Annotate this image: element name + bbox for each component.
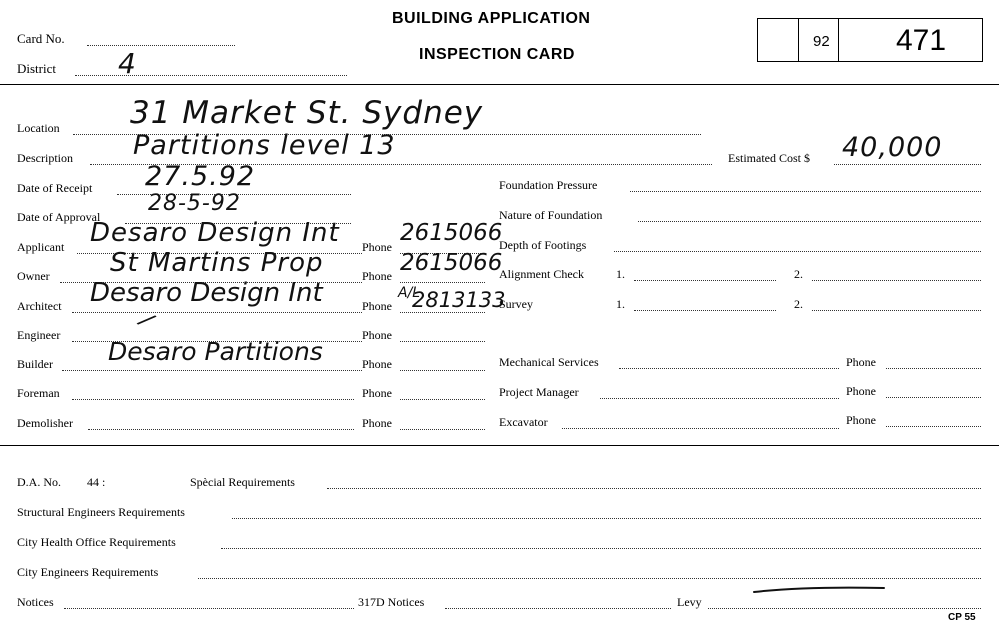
notices-label: Notices — [17, 595, 54, 609]
alignment-check-2-field[interactable] — [812, 280, 981, 281]
city-health-field[interactable] — [221, 548, 981, 549]
date-of-approval-value: 28-5-92 — [148, 191, 241, 216]
demolisher-field[interactable] — [88, 429, 354, 430]
header-divider — [0, 84, 999, 85]
architect-phone-value: 2813133 — [412, 288, 506, 312]
foreman-field[interactable] — [72, 399, 354, 400]
special-requirements-label: Spècial Requirements — [190, 475, 295, 489]
architect-label: Architect — [17, 299, 62, 313]
builder-phone-field[interactable] — [400, 370, 485, 371]
structural-engineers-field[interactable] — [232, 518, 981, 519]
section-divider — [0, 445, 999, 446]
district-value: 4 — [118, 47, 137, 80]
builder-phone-label: Phone — [362, 357, 392, 371]
owner-phone-field[interactable] — [400, 282, 485, 283]
builder-value: Desaro Partitions — [108, 337, 323, 366]
mechanical-services-phone-label: Phone — [846, 355, 876, 369]
owner-phone-label: Phone — [362, 269, 392, 283]
notices-317d-label: 317D Notices — [358, 595, 425, 609]
levy-pen-stroke — [750, 583, 890, 597]
card-number: 471 — [896, 24, 947, 57]
description-label: Description — [17, 151, 73, 165]
demolisher-label: Demolisher — [17, 416, 73, 430]
applicant-phone-label: Phone — [362, 240, 392, 254]
project-manager-phone-label: Phone — [846, 384, 876, 398]
depth-of-footings-label: Depth of Footings — [499, 238, 587, 252]
project-manager-label: Project Manager — [499, 385, 579, 399]
city-engineers-field[interactable] — [198, 578, 981, 579]
da-no-label: D.A. No. — [17, 475, 61, 489]
architect-phone-field[interactable] — [400, 312, 485, 313]
city-health-label: City Health Office Requirements — [17, 535, 176, 549]
excavator-label: Excavator — [499, 415, 548, 429]
notices-317d-field[interactable] — [445, 608, 671, 609]
location-value: 31 Market St. Sydney — [130, 95, 484, 131]
builder-field[interactable] — [62, 370, 362, 371]
engineer-value: / — [135, 308, 158, 333]
applicant-phone-value: 2615066 — [400, 220, 503, 246]
nature-of-foundation-field[interactable] — [638, 221, 981, 222]
engineer-phone-field[interactable] — [400, 341, 485, 342]
architect-phone-annotation: A/L — [398, 285, 421, 301]
description-value: Partitions level 13 — [133, 130, 396, 161]
builder-label: Builder — [17, 357, 53, 371]
survey-1-field[interactable] — [634, 310, 776, 311]
structural-engineers-label: Structural Engineers Requirements — [17, 505, 185, 519]
excavator-field[interactable] — [562, 428, 839, 429]
estimated-cost-field[interactable] — [834, 164, 981, 165]
notices-field[interactable] — [64, 608, 354, 609]
alignment-check-2-label: 2. — [794, 267, 803, 281]
card-year: 92 — [813, 33, 830, 50]
excavator-phone-field[interactable] — [886, 426, 981, 427]
card-number-box — [757, 18, 983, 62]
title-line-2: INSPECTION CARD — [419, 46, 575, 63]
demolisher-phone-label: Phone — [362, 416, 392, 430]
owner-label: Owner — [17, 269, 50, 283]
city-engineers-label: City Engineers Requirements — [17, 565, 159, 579]
date-of-approval-label: Date of Approval — [17, 210, 101, 224]
owner-value: St Martins Prop — [110, 248, 324, 278]
engineer-phone-label: Phone — [362, 328, 392, 342]
district-label: District — [17, 61, 56, 76]
survey-1-label: 1. — [616, 297, 625, 311]
project-manager-phone-field[interactable] — [886, 397, 981, 398]
mechanical-services-field[interactable] — [619, 368, 839, 369]
special-requirements-field[interactable] — [327, 488, 981, 489]
architect-value: Desaro Design Int — [90, 278, 323, 308]
number-box-blank-cell — [758, 19, 799, 61]
survey-label: Survey — [499, 297, 533, 311]
engineer-label: Engineer — [17, 328, 61, 342]
applicant-label: Applicant — [17, 240, 65, 254]
owner-phone-value: 2615066 — [400, 250, 503, 276]
applicant-value: Desaro Design Int — [90, 218, 340, 248]
alignment-check-1-label: 1. — [616, 267, 625, 281]
mechanical-services-phone-field[interactable] — [886, 368, 981, 369]
alignment-check-label: Alignment Check — [499, 267, 584, 281]
location-label: Location — [17, 121, 60, 135]
foreman-label: Foreman — [17, 386, 60, 400]
foundation-pressure-label: Foundation Pressure — [499, 178, 598, 192]
date-of-receipt-label: Date of Receipt — [17, 181, 93, 195]
demolisher-phone-field[interactable] — [400, 429, 485, 430]
date-of-receipt-value: 27.5.92 — [145, 161, 256, 192]
foreman-phone-label: Phone — [362, 386, 392, 400]
foreman-phone-field[interactable] — [400, 399, 485, 400]
card-no-field[interactable] — [87, 45, 235, 46]
project-manager-field[interactable] — [600, 398, 839, 399]
survey-2-field[interactable] — [812, 310, 981, 311]
mechanical-services-label: Mechanical Services — [499, 355, 599, 369]
levy-field[interactable] — [708, 608, 981, 609]
card-no-label: Card No. — [17, 31, 65, 46]
district-field[interactable] — [75, 75, 347, 76]
depth-of-footings-field[interactable] — [614, 251, 981, 252]
da-no-value: 44 : — [87, 475, 106, 489]
architect-field[interactable] — [72, 312, 362, 313]
nature-of-foundation-label: Nature of Foundation — [499, 208, 603, 222]
estimated-cost-value: 40,000 — [842, 132, 943, 163]
levy-label: Levy — [677, 595, 702, 609]
foundation-pressure-field[interactable] — [630, 191, 981, 192]
excavator-phone-label: Phone — [846, 413, 876, 427]
estimated-cost-label: Estimated Cost $ — [728, 151, 810, 165]
alignment-check-1-field[interactable] — [634, 280, 776, 281]
architect-phone-label: Phone — [362, 299, 392, 313]
form-code: CP 55 — [948, 612, 976, 623]
survey-2-label: 2. — [794, 297, 803, 311]
title-line-1: BUILDING APPLICATION — [392, 10, 591, 27]
